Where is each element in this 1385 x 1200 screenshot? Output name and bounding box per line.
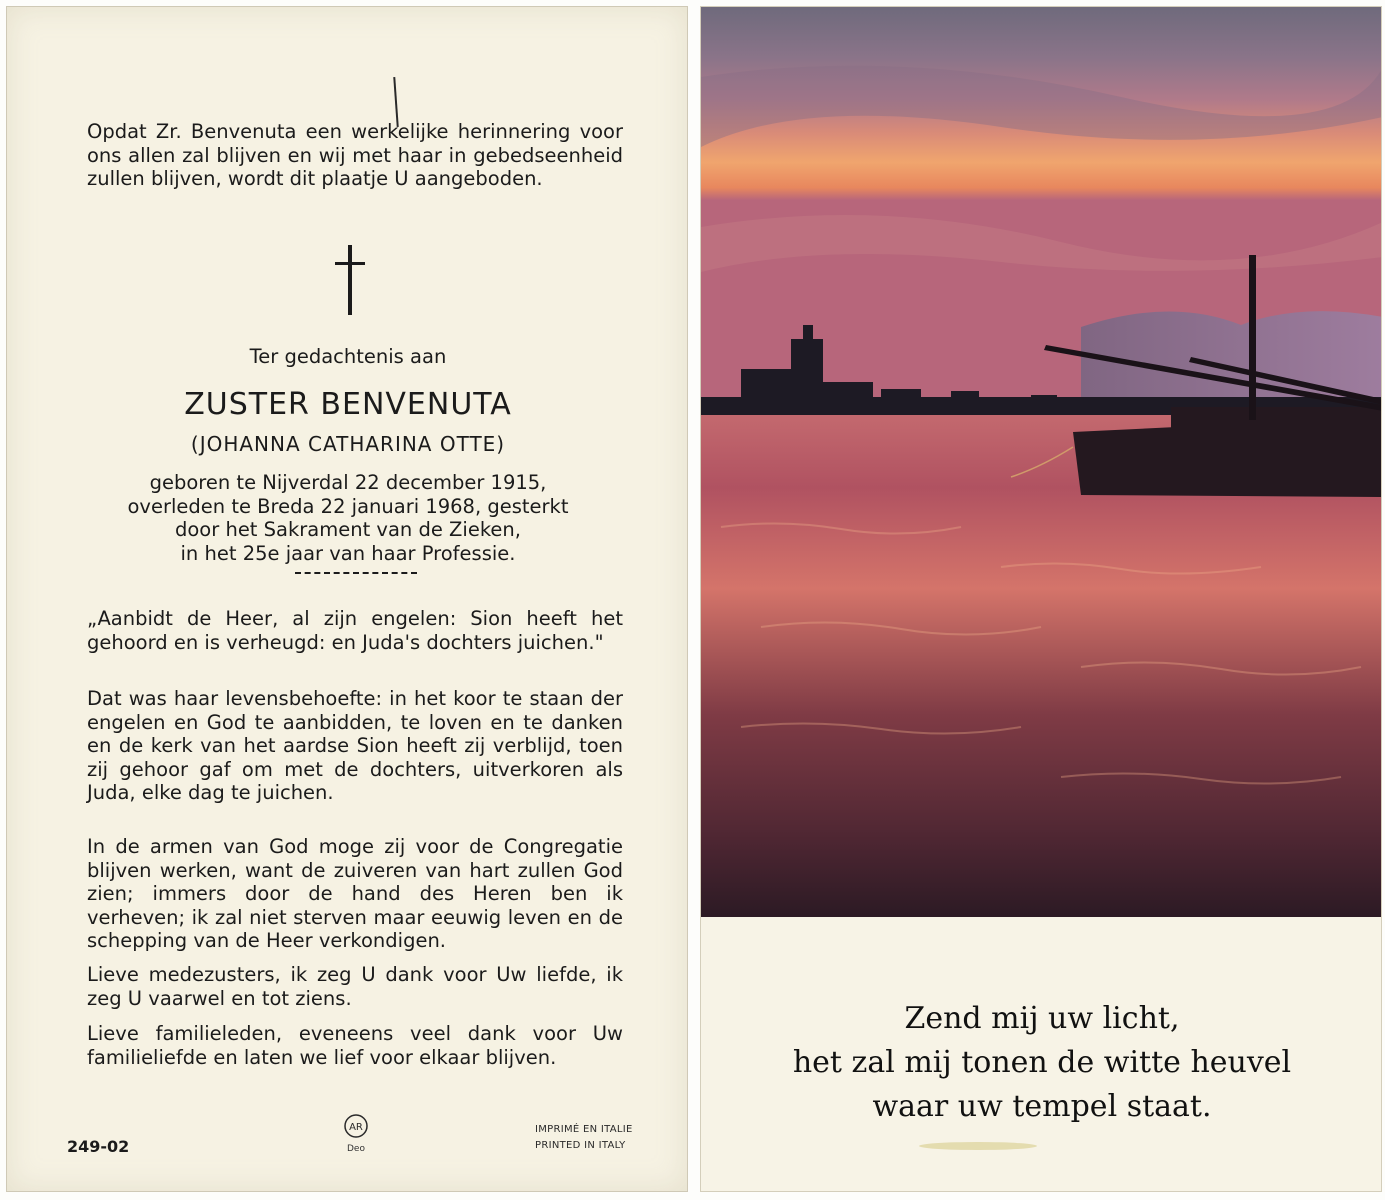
bio-line: in het 25e jaar van haar Professie. (180, 541, 516, 565)
card-image-side (700, 6, 1382, 1192)
bio-line: geboren te Nijverdal 22 december 1915, (149, 471, 547, 494)
card-text-side (6, 6, 688, 1192)
printed-line-en: PRINTED IN ITALY (535, 1140, 626, 1151)
section-divider (295, 572, 417, 574)
in-memory-of-label: Ter gedachtenis aan (249, 345, 447, 368)
paragraph-sisters: Lieve medezusters, ik zeg U dank voor Uw liefde, ik zeg U vaarwel en tot ziens. (87, 963, 623, 1010)
paragraph-family: Lieve familieleden, eveneens veel dank voor Uw familieliefde en laten we lief voor elkaar blijven. (87, 1022, 623, 1069)
stain-mark (919, 1142, 1037, 1150)
publisher-logo (341, 1113, 371, 1154)
cross-icon (335, 245, 365, 315)
paragraph-congregation: In de armen van God moge zij voor de Congregatie blijven werken, want de zuiveren van hart zullen God zien; immers door de hand des Heren ben ik verheven; ik zal niet sterven maar eeuwig leven en de schepping van de Heer verkondigen. (87, 835, 623, 952)
catalog-number: 249-02 (67, 1137, 130, 1156)
scripture-quote: „Aanbidt de Heer, al zijn engelen: Sion heeft het gehoord en is verheugd: en Juda's dochters juichen." (87, 607, 623, 654)
bio-line: door het Sakrament van de Zieken, (175, 518, 521, 541)
deceased-name: ZUSTER BENVENUTA (184, 387, 512, 422)
verse-line: Zend mij uw licht, (904, 1001, 1180, 1036)
verse-text (701, 997, 1382, 1129)
intro-paragraph: Opdat Zr. Benvenuta een werkelijke herinnering voor ons allen zal blijven en wij met haar in gebedseenheid zullen blijven, wordt dit plaatje U aangeboden. (87, 120, 623, 190)
printed-line-fr: IMPRIMÉ EN ITALIE (535, 1124, 633, 1135)
publisher-mark: AR (349, 1122, 363, 1133)
birth-name: (JOHANNA CATHARINA OTTE) (190, 432, 506, 456)
verse-line: waar uw tempel staat. (872, 1089, 1212, 1124)
printed-in (535, 1122, 633, 1154)
paragraph-life: Dat was haar levensbehoefte: in het koor te staan der engelen en God te aanbidden, te loven en te danken en de kerk van het aardse Sion heeft zij verblijd, toen zij gehoor gaf om met de dochters, uitverkoren als Juda, elke dag te juichen. (87, 687, 623, 804)
sunset-harbor-photo (701, 7, 1382, 917)
publisher-emblem-icon (343, 1113, 369, 1139)
verse-line: het zal mij tonen de witte heuvel (792, 1045, 1292, 1080)
publisher-label: Deo (347, 1144, 365, 1154)
biography (7, 471, 689, 565)
bio-line: overleden te Breda 22 januari 1968, gesterkt (127, 494, 569, 518)
